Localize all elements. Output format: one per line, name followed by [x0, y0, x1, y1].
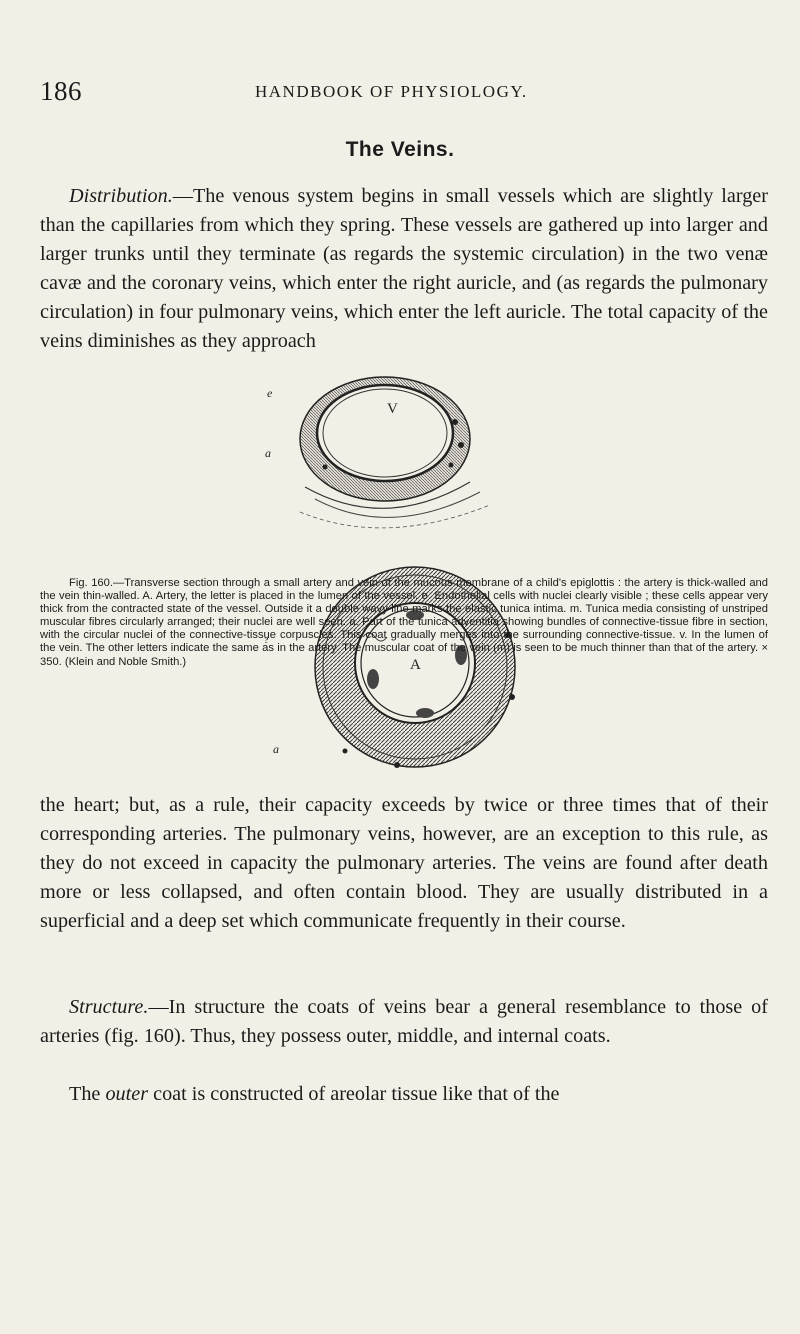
artery-a-label: a: [273, 742, 279, 756]
figure-vein-artery-section: [265, 367, 565, 772]
running-head: HANDBOOK OF PHYSIOLOGY.: [255, 82, 528, 101]
artery-lumen-label: A: [410, 657, 421, 673]
structure-paragraph: [40, 993, 768, 1051]
structure-lead: Structure.: [69, 996, 149, 1018]
vein-a-label: a: [265, 446, 271, 460]
outer-coat-paragraph: [40, 1080, 768, 1109]
continuation-paragraph: the heart; but, as a rule, their capacity exceeds by twice or three times that of their corresponding arteries. The pulmonary veins, however, are an exception to this rule, as they do not exceed in capacity the pulmonary arteries. The veins are found after death more or less collapsed, and often contain blood. They are usually distributed in a superficial and a deep set which communicate frequently in their course.: [40, 794, 768, 932]
section-title: The Veins.: [345, 138, 455, 161]
histology-illustration: [265, 367, 565, 772]
vein-section: [300, 377, 490, 528]
figure-caption: Fig. 160.—Transverse section through a small artery and vein of the mucous membrane of a child's epiglottis : the artery is thick-walled and the vein thin-walled. A. Artery, the letter is placed in the lumen of the vessel. e. Endothelial cells with nuclei clearly visible ; these cells appear very thick from the contracted state of the vessel. Outside it a double wavy line marks the elastic tunica intima. m. Tunica media consisting of unstriped muscular fibres circularly arranged; their nuclei are well seen. a. Part of the tunica adventitia showing bundles of connective-tissue fibre in section, with the circular nuclei of the connective-tissue corpuscles. This coat gradually merges into the surrounding connective-tissue. v. In the lumen of the vein. The other letters indicate the same as in the artery. The muscular coat of the vein (m) is seen to be much thinner than that of the artery. × 350. (Klein and Noble Smith.): [40, 577, 768, 668]
vein-lumen-label: V: [387, 401, 398, 417]
structure-text: —In structure the coats of veins bear a general resemblance to those of arteries (fig. 160). Thus, they possess outer, middle, and internal coats.: [40, 996, 768, 1047]
page-number: 186: [40, 76, 82, 106]
outer-prefix: The: [69, 1083, 106, 1105]
vein-e-label: e: [267, 386, 273, 400]
outer-suffix: coat is constructed of areolar tissue like that of the: [148, 1083, 560, 1105]
vein-m-label: [265, 404, 266, 418]
page-header: [40, 76, 760, 106]
distribution-paragraph: [40, 182, 768, 355]
distribution-text: —The venous system begins in small vessels which are slightly larger than the capillaries from which they spring. These vessels are gathered up into larger and larger trunks until they terminate (as regards the systemic circulation) in the two venæ cavæ and the coronary veins, which enter the right auricle, and (as regards the pulmonary circulation) in four pulmonary veins, which enter the left auricle. The total capacity of the veins diminishes as they approach: [40, 185, 768, 352]
outer-word: outer: [105, 1083, 149, 1105]
distribution-lead: Distribution.: [69, 185, 173, 207]
